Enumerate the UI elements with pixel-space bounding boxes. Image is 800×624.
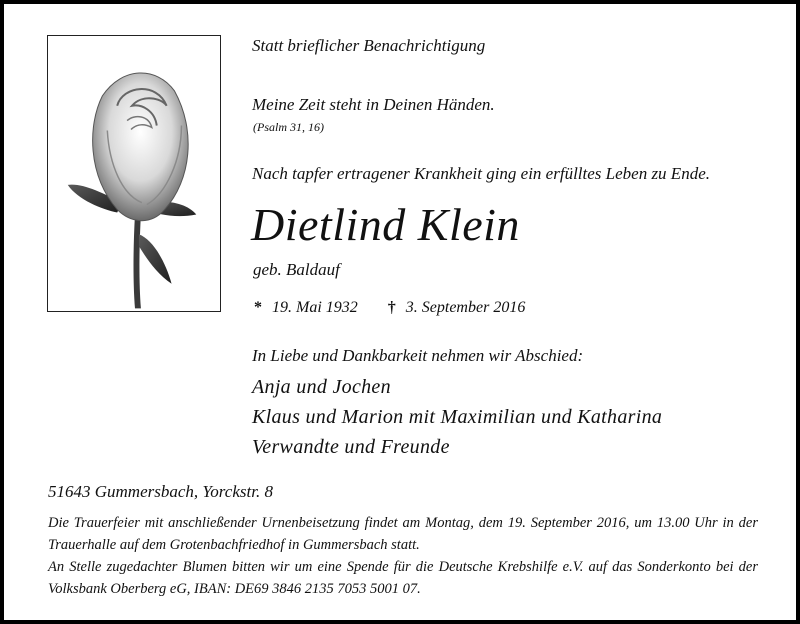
- donation-info: An Stelle zugedachter Blumen bitten wir um eine Spende für die Deutsche Krebshilfe e.V. auf das Sonderkonto bei der Volksbank Oberberg eG, IBAN: DE69 3846 2135 7053 5001 07.: [48, 559, 758, 597]
- birth-date: 19. Mai 1932: [272, 299, 358, 316]
- address: 51643 Gummersbach, Yorckstr. 8: [48, 482, 273, 501]
- death-date: 3. September 2016: [405, 299, 526, 316]
- farewell-line: In Liebe und Dankbarkeit nehmen wir Abschied:: [252, 346, 584, 365]
- intro-line: Statt brieflicher Benachrichtigung: [252, 36, 486, 55]
- passing-statement: Nach tapfer ertragener Krankheit ging ein erfülltes Leben zu Ende.: [252, 164, 710, 183]
- rose-photo: [47, 35, 221, 312]
- deceased-name: Dietlind Klein: [251, 199, 520, 250]
- life-dates: [254, 299, 525, 317]
- bible-verse: Meine Zeit steht in Deinen Händen.: [252, 95, 495, 114]
- mourner-line: Anja und Jochen: [252, 376, 391, 398]
- rose-icon: [48, 36, 220, 311]
- death-cross-icon: †: [387, 299, 396, 316]
- verse-reference: (Psalm 31, 16): [253, 120, 324, 134]
- mourner-line: Klaus und Marion mit Maximilian und Katharina: [252, 406, 663, 428]
- mourner-line: Verwandte und Freunde: [252, 436, 450, 458]
- birth-star-icon: *: [254, 299, 262, 316]
- ceremony-info: Die Trauerfeier mit anschließender Urnenbeisetzung findet am Montag, dem 19. September 2016, um 13.00 Uhr in der Trauerhalle auf dem Grotenbachfriedhof in Gummersbach statt.: [48, 515, 758, 553]
- maiden-name: geb. Baldauf: [253, 260, 340, 279]
